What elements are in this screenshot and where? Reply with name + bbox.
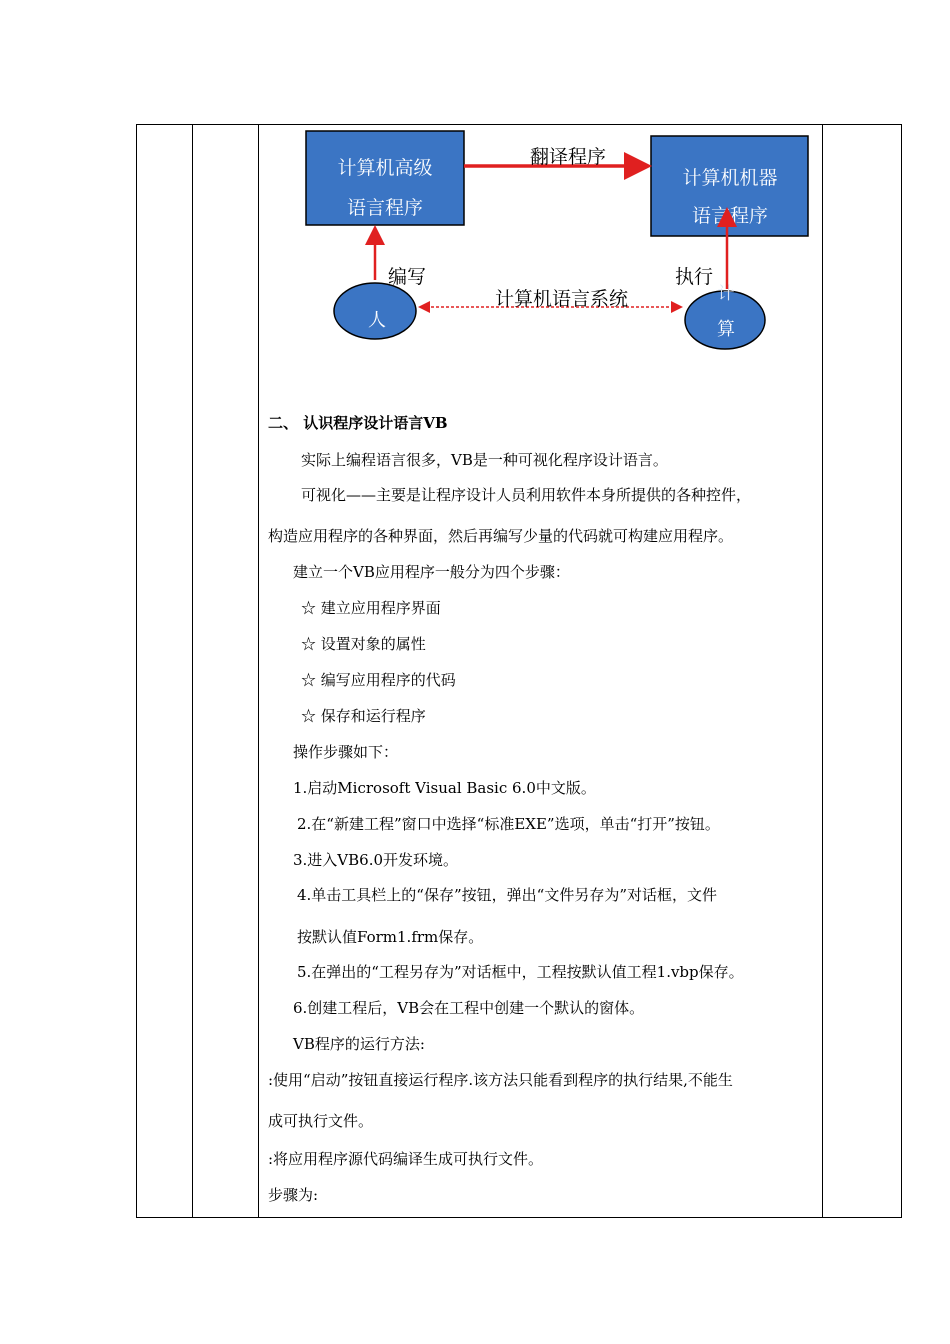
paragraph: 4.单击工具栏上的“保存”按钮，弹出“文件另存为”对话框，文件 bbox=[297, 886, 717, 904]
machine-box-line1: 计算机机器 bbox=[682, 167, 778, 189]
paragraph: :将应用程序源代码编译生成可执行文件。 bbox=[268, 1150, 544, 1168]
paragraph: 按默认值Form1.frm保存。 bbox=[297, 928, 484, 946]
paragraph: 步骤为: bbox=[268, 1186, 319, 1204]
paragraph: 成可执行文件。 bbox=[268, 1112, 374, 1130]
paragraph: 实际上编程语言很多，VB是一种可视化程序设计语言。 bbox=[301, 451, 668, 469]
paragraph: 构造应用程序的各种界面，然后再编写少量的代码就可构建应用程序。 bbox=[268, 527, 734, 545]
machine-box-line2: 语言程序 bbox=[691, 205, 769, 227]
paragraph: :使用“启动”按钮直接运行程序.该方法只能看到程序的执行结果,不能生 bbox=[268, 1071, 733, 1089]
person-label: 人 bbox=[368, 310, 386, 331]
paragraph: 5.在弹出的“工程另存为”对话框中，工程按默认值工程1.vbp保存。 bbox=[297, 963, 744, 981]
paragraph: 建立一个VB应用程序一般分为四个步骤： bbox=[293, 563, 570, 581]
paragraph: 操作步骤如下： bbox=[293, 743, 399, 761]
high-level-box-line1: 计算机高级 bbox=[337, 157, 433, 179]
computer-label-line2: 算 bbox=[717, 319, 735, 340]
section-heading: 二、 认识程序设计语言VB bbox=[268, 414, 448, 432]
write-label: 编写 bbox=[388, 266, 427, 288]
language-system-diagram bbox=[0, 0, 950, 400]
high-level-box-line2: 语言程序 bbox=[346, 197, 424, 219]
execute-label: 执行 bbox=[675, 266, 714, 288]
list-item: ☆ 保存和运行程序 bbox=[301, 707, 426, 725]
paragraph: 2.在“新建工程”窗口中选择“标准EXE”选项，单击“打开”按钮。 bbox=[297, 815, 720, 833]
translate-label: 翻译程序 bbox=[530, 146, 607, 168]
paragraph: 3.进入VB6.0开发环境。 bbox=[293, 851, 459, 869]
paragraph: VB程序的运行方法: bbox=[293, 1035, 425, 1053]
list-item: ☆ 设置对象的属性 bbox=[301, 635, 426, 653]
paragraph: 6.创建工程后，VB会在工程中创建一个默认的窗体。 bbox=[293, 999, 645, 1017]
paragraph: 可视化——主要是让程序设计人员利用软件本身所提供的各种控件， bbox=[301, 486, 752, 504]
paragraph: 1.启动Microsoft Visual Basic 6.0中文版。 bbox=[293, 779, 596, 797]
computer-label-line1: 计 bbox=[717, 284, 735, 304]
list-item: ☆ 编写应用程序的代码 bbox=[301, 671, 456, 689]
system-label: 计算机语言系统 bbox=[495, 288, 629, 310]
list-item: ☆ 建立应用程序界面 bbox=[301, 599, 441, 617]
